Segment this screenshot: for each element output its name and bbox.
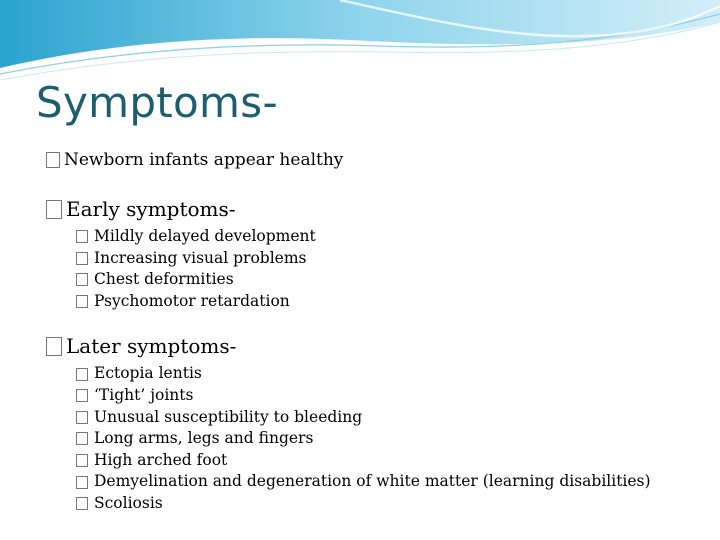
- list-item-text: Demyelination and degeneration of white matter (learning disabilities): [94, 472, 651, 491]
- box-bullet-icon: [76, 295, 88, 308]
- slide-title: Symptoms-: [36, 78, 278, 127]
- bullet-list: [46, 150, 706, 515]
- bullet-item: [46, 197, 706, 221]
- box-bullet-icon: [76, 368, 88, 381]
- early-symptoms-list: [76, 226, 706, 312]
- bullet-text: Later symptoms-: [66, 334, 237, 359]
- list-item-text: Scoliosis: [94, 493, 163, 512]
- list-item: [76, 363, 706, 385]
- list-item-text: High arched foot: [94, 450, 228, 469]
- bullet-text: Early symptoms-: [66, 197, 236, 221]
- list-item: [76, 226, 706, 248]
- list-item: [76, 269, 706, 291]
- box-bullet-icon: [76, 230, 88, 243]
- list-item: [76, 407, 706, 429]
- list-item: [76, 471, 706, 493]
- box-bullet-icon: [76, 411, 88, 424]
- box-bullet-icon: [76, 273, 88, 286]
- list-item-text: Ectopia lentis: [94, 364, 202, 383]
- bullet-item: [46, 150, 706, 170]
- list-item: [76, 450, 706, 472]
- box-bullet-icon: [76, 476, 88, 489]
- bullet-item: [46, 334, 706, 358]
- box-bullet-icon: [76, 252, 88, 265]
- box-bullet-icon: [76, 454, 88, 467]
- later-symptoms-list: [76, 363, 706, 514]
- header-wave-decoration: [0, 0, 720, 90]
- box-bullet-icon: [76, 432, 88, 445]
- list-item: [76, 385, 706, 407]
- box-bullet-icon: [76, 389, 88, 402]
- list-item-text: Increasing visual problems: [94, 248, 307, 267]
- list-item-text: ‘Tight’ joints: [94, 385, 194, 404]
- bullet-text: Newborn infants appear healthy: [64, 150, 344, 170]
- list-item-text: Long arms, legs and fingers: [94, 429, 314, 448]
- box-bullet-icon: [76, 497, 88, 510]
- list-item-text: Psychomotor retardation: [94, 291, 290, 310]
- box-bullet-icon: [46, 152, 60, 168]
- list-item: [76, 428, 706, 450]
- list-item: [76, 291, 706, 313]
- list-item-text: Mildly delayed development: [94, 227, 316, 245]
- list-item-text: Chest deformities: [94, 270, 234, 289]
- box-bullet-icon: [46, 337, 62, 356]
- list-item: [76, 493, 706, 515]
- box-bullet-icon: [46, 200, 62, 219]
- list-item-text: Unusual susceptibility to bleeding: [94, 407, 363, 426]
- list-item: [76, 248, 706, 270]
